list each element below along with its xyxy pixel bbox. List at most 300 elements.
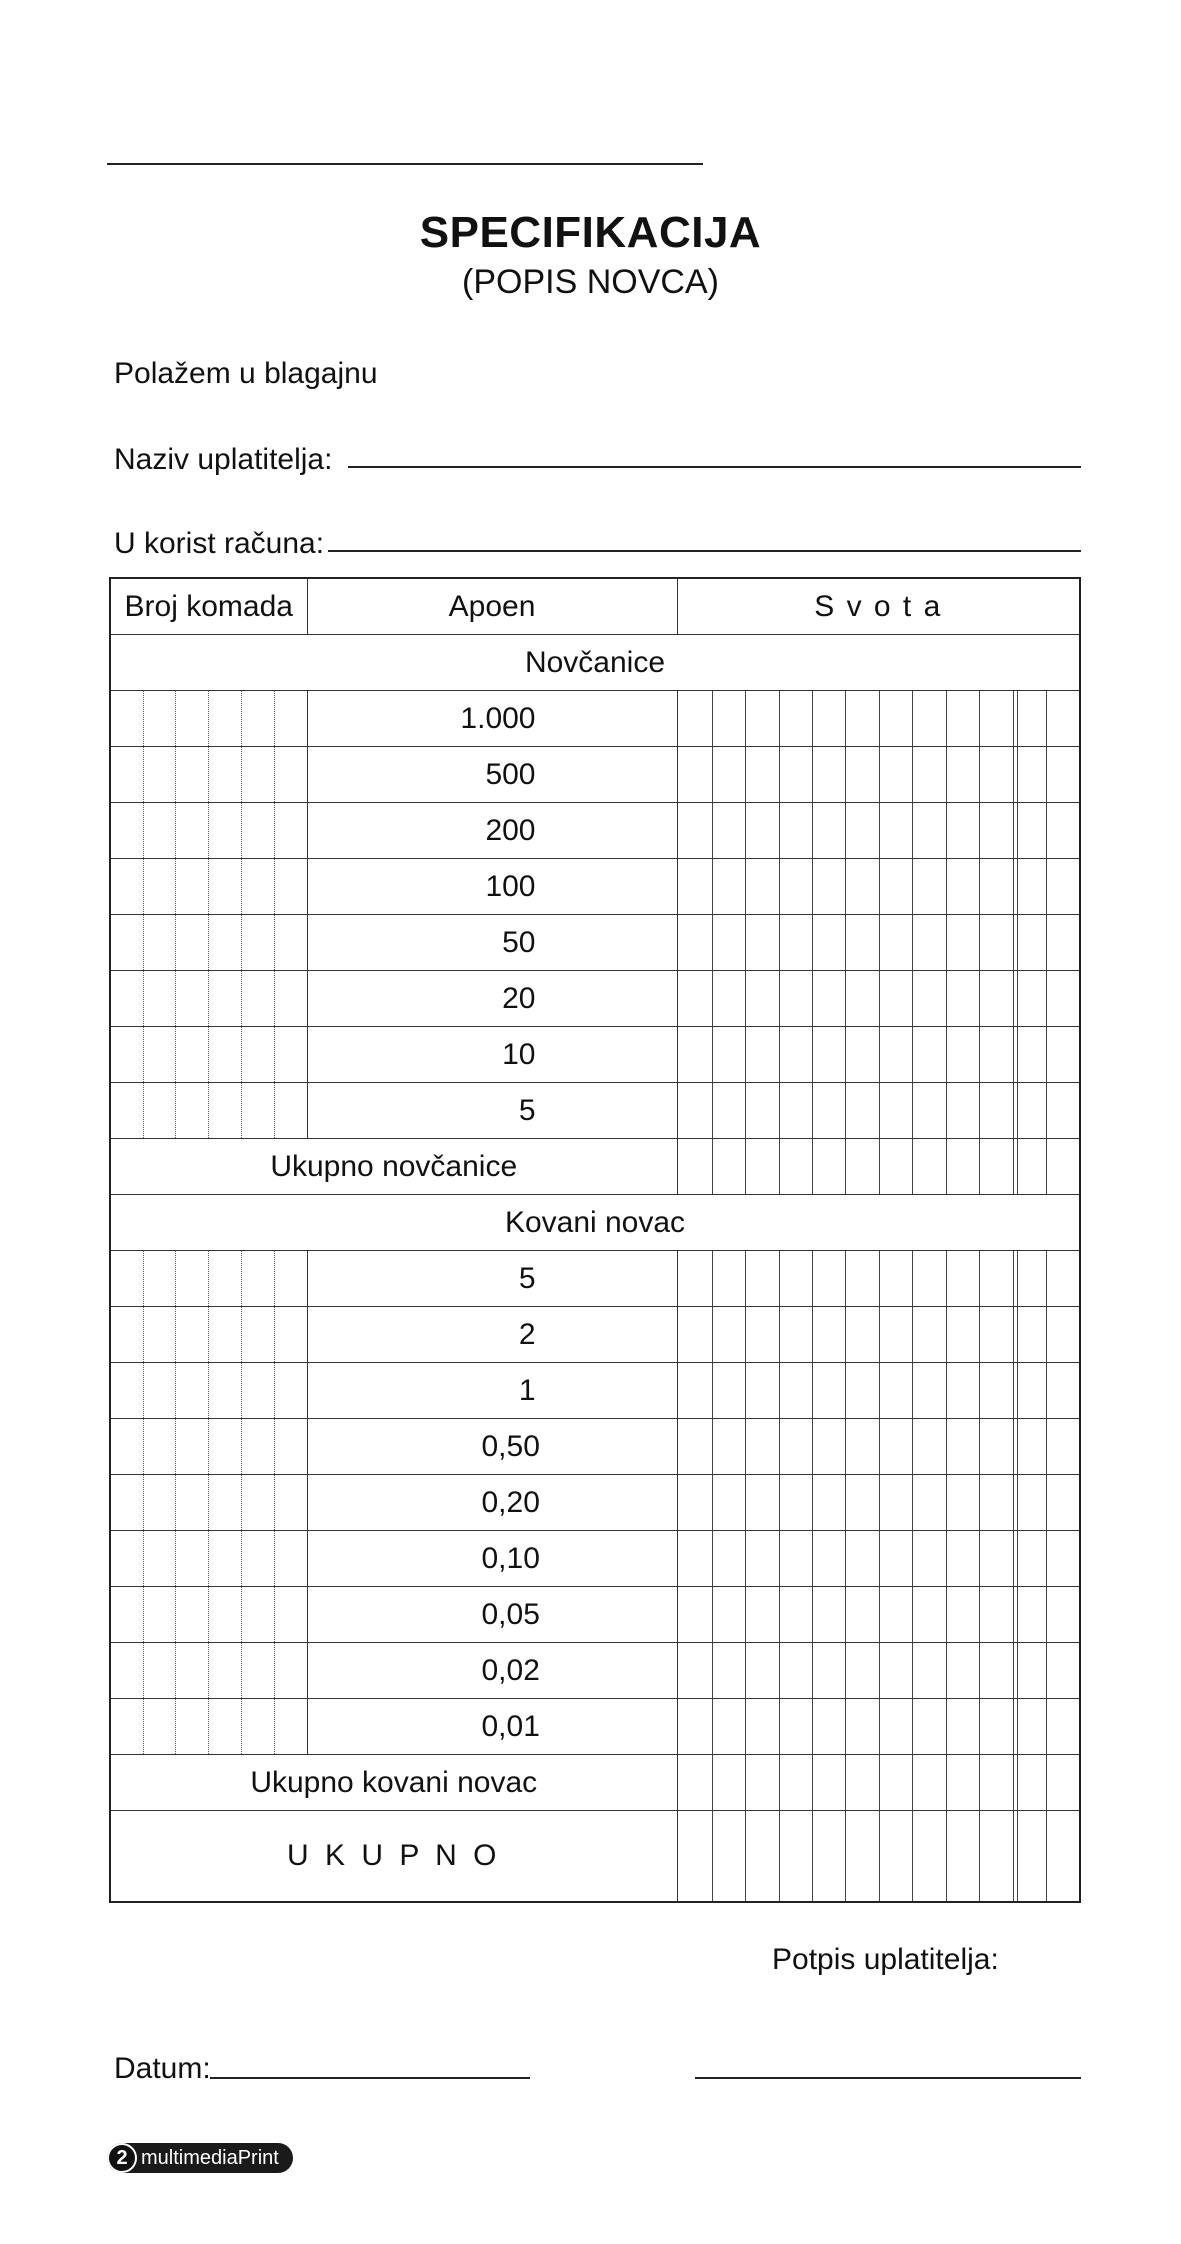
- notes-row: [110, 803, 1080, 859]
- count-digit-guide: [175, 1083, 176, 1138]
- amount-digit-separator: [1046, 1811, 1047, 1901]
- denomination-value: 100: [307, 859, 677, 915]
- count-digit-guide: [208, 1699, 209, 1754]
- deposit-label: Polažem u blagajnu: [114, 357, 378, 390]
- amount-digit-separator: [812, 803, 813, 858]
- count-digit-guide: [241, 915, 242, 970]
- amount-cell[interactable]: [677, 1083, 1080, 1139]
- amount-digit-separator: [946, 1307, 947, 1362]
- amount-digit-separator: [1046, 1083, 1047, 1138]
- amount-digit-separator: [812, 1083, 813, 1138]
- coins-row: [110, 1699, 1080, 1755]
- amount-digit-separator: [879, 1419, 880, 1474]
- amount-digit-separator: [1013, 1755, 1014, 1810]
- count-cell[interactable]: [110, 1251, 307, 1307]
- count-digit-guide: [175, 1251, 176, 1306]
- amount-digit-separator: [946, 859, 947, 914]
- denomination-value: 1: [307, 1363, 677, 1419]
- amount-digit-separator: [979, 1643, 980, 1698]
- count-digit-guide: [143, 1419, 144, 1474]
- amount-digit-separator: [712, 803, 713, 858]
- count-digit-guide: [208, 859, 209, 914]
- count-digit-guide: [274, 1083, 275, 1138]
- amount-digit-separator: [845, 1643, 846, 1698]
- signature-label: Potpis uplatitelja:: [772, 1943, 999, 1976]
- count-cell[interactable]: [110, 1531, 307, 1587]
- amount-digit-separator: [712, 971, 713, 1026]
- coins-total-amount[interactable]: [677, 1755, 1080, 1811]
- amount-digit-separator: [779, 1307, 780, 1362]
- amount-digit-separator: [779, 1643, 780, 1698]
- amount-digit-separator: [812, 1531, 813, 1586]
- amount-digit-separator: [745, 1475, 746, 1530]
- count-digit-guide: [143, 747, 144, 802]
- count-digit-guide: [274, 1587, 275, 1642]
- amount-digit-separator: [712, 1083, 713, 1138]
- notes-row: [110, 691, 1080, 747]
- date-field[interactable]: [210, 2077, 530, 2079]
- amount-digit-separator: [1013, 1419, 1014, 1474]
- amount-digit-separator: [979, 1083, 980, 1138]
- count-cell[interactable]: [110, 1419, 307, 1475]
- decimal-separator: [1017, 1139, 1018, 1194]
- col-header-broj: Broj komada: [110, 578, 307, 635]
- amount-digit-separator: [712, 1475, 713, 1530]
- payer-name-field[interactable]: [348, 466, 1081, 468]
- amount-digit-separator: [712, 1419, 713, 1474]
- amount-digit-separator: [946, 1587, 947, 1642]
- decimal-separator: [1017, 1643, 1018, 1698]
- amount-digit-separator: [845, 1587, 846, 1642]
- count-digit-guide: [241, 1251, 242, 1306]
- amount-digit-separator: [879, 1027, 880, 1082]
- amount-digit-separator: [1013, 1643, 1014, 1698]
- denomination-value: 5: [307, 1251, 677, 1307]
- count-digit-guide: [175, 1419, 176, 1474]
- decimal-separator: [1017, 859, 1018, 914]
- amount-digit-separator: [946, 803, 947, 858]
- denomination-value: 200: [307, 803, 677, 859]
- decimal-separator: [1017, 1475, 1018, 1530]
- count-digit-guide: [208, 1475, 209, 1530]
- amount-digit-separator: [979, 1811, 980, 1901]
- coins-row: [110, 1363, 1080, 1419]
- count-digit-guide: [143, 1587, 144, 1642]
- amount-digit-separator: [946, 1251, 947, 1306]
- amount-digit-separator: [1046, 747, 1047, 802]
- denomination-value: 5: [307, 1083, 677, 1139]
- amount-digit-separator: [845, 1027, 846, 1082]
- amount-digit-separator: [979, 691, 980, 746]
- count-digit-guide: [143, 971, 144, 1026]
- signature-field[interactable]: [695, 2077, 1081, 2079]
- amount-digit-separator: [812, 747, 813, 802]
- count-digit-guide: [274, 1699, 275, 1754]
- amount-digit-separator: [712, 1363, 713, 1418]
- decimal-separator: [1017, 1699, 1018, 1754]
- amount-digit-separator: [1013, 803, 1014, 858]
- amount-digit-separator: [845, 1139, 846, 1194]
- amount-digit-separator: [946, 1643, 947, 1698]
- amount-digit-separator: [779, 1587, 780, 1642]
- count-cell[interactable]: [110, 1307, 307, 1363]
- coins-row: [110, 1475, 1080, 1531]
- decimal-separator: [1017, 1083, 1018, 1138]
- denomination-value: 2: [307, 1307, 677, 1363]
- count-digit-guide: [208, 1531, 209, 1586]
- amount-digit-separator: [812, 691, 813, 746]
- amount-digit-separator: [1013, 1083, 1014, 1138]
- amount-digit-separator: [845, 1083, 846, 1138]
- count-digit-guide: [241, 1531, 242, 1586]
- count-digit-guide: [274, 971, 275, 1026]
- amount-cell[interactable]: [677, 747, 1080, 803]
- col-header-svota: S v o t a: [677, 578, 1080, 635]
- count-digit-guide: [208, 1419, 209, 1474]
- account-field[interactable]: [328, 550, 1081, 552]
- notes-row: [110, 859, 1080, 915]
- amount-digit-separator: [979, 1363, 980, 1418]
- amount-digit-separator: [812, 1307, 813, 1362]
- coins-row: [110, 1587, 1080, 1643]
- amount-digit-separator: [1013, 691, 1014, 746]
- amount-digit-separator: [712, 1811, 713, 1901]
- amount-digit-separator: [779, 1139, 780, 1194]
- decimal-separator: [1017, 803, 1018, 858]
- amount-digit-separator: [812, 859, 813, 914]
- notes-row: [110, 1083, 1080, 1139]
- amount-cell[interactable]: [677, 1699, 1080, 1755]
- brand-logo: [107, 2143, 293, 2173]
- count-digit-guide: [208, 1251, 209, 1306]
- amount-digit-separator: [946, 1755, 947, 1810]
- amount-digit-separator: [779, 1475, 780, 1530]
- count-digit-guide: [241, 971, 242, 1026]
- table-header-row: [110, 578, 1080, 635]
- amount-digit-separator: [946, 747, 947, 802]
- amount-digit-separator: [845, 1419, 846, 1474]
- amount-digit-separator: [1013, 915, 1014, 970]
- count-cell[interactable]: [110, 1699, 307, 1755]
- amount-digit-separator: [845, 1475, 846, 1530]
- count-digit-guide: [274, 803, 275, 858]
- count-digit-guide: [241, 1363, 242, 1418]
- count-digit-guide: [175, 1699, 176, 1754]
- amount-digit-separator: [845, 1531, 846, 1586]
- decimal-separator: [1017, 971, 1018, 1026]
- amount-digit-separator: [979, 747, 980, 802]
- amount-cell[interactable]: [677, 1643, 1080, 1699]
- amount-digit-separator: [1013, 1027, 1014, 1082]
- amount-digit-separator: [946, 1027, 947, 1082]
- decimal-separator: [1017, 1419, 1018, 1474]
- count-digit-guide: [175, 1307, 176, 1362]
- count-digit-guide: [143, 1027, 144, 1082]
- amount-digit-separator: [812, 1755, 813, 1810]
- amount-digit-separator: [845, 747, 846, 802]
- amount-digit-separator: [1046, 971, 1047, 1026]
- amount-digit-separator: [912, 1307, 913, 1362]
- amount-digit-separator: [712, 915, 713, 970]
- amount-digit-separator: [1046, 1755, 1047, 1810]
- amount-digit-separator: [1046, 1139, 1047, 1194]
- amount-digit-separator: [712, 1027, 713, 1082]
- amount-digit-separator: [879, 1811, 880, 1901]
- amount-digit-separator: [1013, 1475, 1014, 1530]
- amount-digit-separator: [912, 1755, 913, 1810]
- amount-digit-separator: [946, 1811, 947, 1901]
- amount-digit-separator: [979, 859, 980, 914]
- count-digit-guide: [143, 1363, 144, 1418]
- decimal-separator: [1017, 691, 1018, 746]
- count-cell[interactable]: [110, 1027, 307, 1083]
- amount-digit-separator: [812, 1363, 813, 1418]
- amount-digit-separator: [1013, 1251, 1014, 1306]
- denomination-value: 20: [307, 971, 677, 1027]
- amount-digit-separator: [979, 1587, 980, 1642]
- amount-digit-separator: [879, 1307, 880, 1362]
- amount-digit-separator: [745, 747, 746, 802]
- count-digit-guide: [143, 803, 144, 858]
- amount-digit-separator: [779, 1755, 780, 1810]
- count-digit-guide: [208, 1587, 209, 1642]
- amount-cell[interactable]: [677, 1307, 1080, 1363]
- decimal-separator: [1017, 1363, 1018, 1418]
- notes-row: [110, 915, 1080, 971]
- decimal-separator: [1017, 1307, 1018, 1362]
- amount-digit-separator: [946, 1083, 947, 1138]
- amount-cell[interactable]: [677, 803, 1080, 859]
- amount-digit-separator: [812, 1811, 813, 1901]
- amount-digit-separator: [779, 747, 780, 802]
- amount-digit-separator: [812, 1475, 813, 1530]
- count-cell[interactable]: [110, 1083, 307, 1139]
- notes-row: [110, 971, 1080, 1027]
- count-digit-guide: [241, 691, 242, 746]
- count-digit-guide: [175, 1531, 176, 1586]
- amount-digit-separator: [1013, 859, 1014, 914]
- amount-digit-separator: [745, 1083, 746, 1138]
- amount-digit-separator: [1046, 915, 1047, 970]
- amount-digit-separator: [1046, 1419, 1047, 1474]
- amount-digit-separator: [979, 1475, 980, 1530]
- amount-digit-separator: [879, 1587, 880, 1642]
- amount-cell[interactable]: [677, 1475, 1080, 1531]
- count-cell[interactable]: [110, 915, 307, 971]
- amount-digit-separator: [745, 859, 746, 914]
- top-rule: [107, 163, 703, 165]
- count-cell[interactable]: [110, 971, 307, 1027]
- count-digit-guide: [143, 859, 144, 914]
- amount-digit-separator: [1046, 859, 1047, 914]
- amount-digit-separator: [812, 1643, 813, 1698]
- amount-digit-separator: [879, 1363, 880, 1418]
- page-subtitle: (POPIS NOVCA): [462, 263, 719, 301]
- amount-digit-separator: [712, 1755, 713, 1810]
- amount-cell[interactable]: [677, 691, 1080, 747]
- amount-cell[interactable]: [677, 1363, 1080, 1419]
- denomination-value: 0,10: [307, 1531, 677, 1587]
- account-label: U korist računa:: [114, 527, 325, 560]
- amount-digit-separator: [779, 1083, 780, 1138]
- coins-row: [110, 1531, 1080, 1587]
- coins-row: [110, 1419, 1080, 1475]
- amount-digit-separator: [779, 1419, 780, 1474]
- count-cell[interactable]: [110, 803, 307, 859]
- amount-digit-separator: [779, 1027, 780, 1082]
- amount-cell[interactable]: [677, 1587, 1080, 1643]
- amount-cell[interactable]: [677, 1251, 1080, 1307]
- count-digit-guide: [208, 691, 209, 746]
- amount-digit-separator: [845, 971, 846, 1026]
- amount-digit-separator: [845, 1363, 846, 1418]
- count-digit-guide: [274, 1531, 275, 1586]
- amount-digit-separator: [745, 1363, 746, 1418]
- amount-digit-separator: [879, 1531, 880, 1586]
- count-digit-guide: [208, 1027, 209, 1082]
- denomination-value: 10: [307, 1027, 677, 1083]
- amount-digit-separator: [879, 1699, 880, 1754]
- amount-digit-separator: [745, 1419, 746, 1474]
- amount-digit-separator: [845, 803, 846, 858]
- notes-total-amount[interactable]: [677, 1139, 1080, 1195]
- amount-digit-separator: [879, 859, 880, 914]
- denomination-value: 500: [307, 747, 677, 803]
- amount-digit-separator: [745, 803, 746, 858]
- amount-digit-separator: [712, 1307, 713, 1362]
- amount-cell[interactable]: [677, 971, 1080, 1027]
- count-digit-guide: [143, 1643, 144, 1698]
- amount-digit-separator: [979, 971, 980, 1026]
- amount-digit-separator: [745, 1531, 746, 1586]
- count-cell[interactable]: [110, 859, 307, 915]
- amount-cell[interactable]: [677, 1419, 1080, 1475]
- amount-digit-separator: [946, 971, 947, 1026]
- amount-digit-separator: [946, 1363, 947, 1418]
- count-digit-guide: [241, 1083, 242, 1138]
- amount-digit-separator: [946, 691, 947, 746]
- amount-digit-separator: [912, 1643, 913, 1698]
- coins-total-row: [110, 1755, 1080, 1811]
- count-digit-guide: [241, 1587, 242, 1642]
- count-digit-guide: [274, 691, 275, 746]
- amount-digit-separator: [912, 1475, 913, 1530]
- coins-row: [110, 1643, 1080, 1699]
- amount-digit-separator: [879, 691, 880, 746]
- amount-digit-separator: [845, 1811, 846, 1901]
- amount-digit-separator: [1046, 1307, 1047, 1362]
- amount-digit-separator: [1013, 1363, 1014, 1418]
- amount-digit-separator: [979, 1139, 980, 1194]
- amount-digit-separator: [912, 1531, 913, 1586]
- count-digit-guide: [208, 971, 209, 1026]
- amount-digit-separator: [1013, 1531, 1014, 1586]
- count-digit-guide: [175, 915, 176, 970]
- amount-digit-separator: [1013, 1307, 1014, 1362]
- count-digit-guide: [143, 1251, 144, 1306]
- count-cell[interactable]: [110, 747, 307, 803]
- amount-digit-separator: [1013, 1811, 1014, 1901]
- count-digit-guide: [175, 1027, 176, 1082]
- amount-cell[interactable]: [677, 915, 1080, 971]
- section-row-coins: [110, 1195, 1080, 1251]
- count-digit-guide: [241, 747, 242, 802]
- cash-specification-table: [109, 577, 1081, 1903]
- notes-row: [110, 747, 1080, 803]
- amount-digit-separator: [745, 971, 746, 1026]
- count-cell[interactable]: [110, 1363, 307, 1419]
- decimal-separator: [1017, 747, 1018, 802]
- count-digit-guide: [143, 915, 144, 970]
- amount-digit-separator: [812, 1027, 813, 1082]
- amount-digit-separator: [745, 1643, 746, 1698]
- count-digit-guide: [208, 1643, 209, 1698]
- amount-digit-separator: [912, 1587, 913, 1642]
- col-header-apoen: Apoen: [307, 578, 677, 635]
- amount-digit-separator: [946, 1475, 947, 1530]
- amount-digit-separator: [1013, 971, 1014, 1026]
- amount-digit-separator: [745, 1811, 746, 1901]
- amount-digit-separator: [779, 691, 780, 746]
- amount-digit-separator: [712, 1531, 713, 1586]
- amount-digit-separator: [879, 803, 880, 858]
- amount-digit-separator: [979, 1307, 980, 1362]
- amount-digit-separator: [979, 1531, 980, 1586]
- denomination-value: 0,02: [307, 1643, 677, 1699]
- grand-total-amount[interactable]: [677, 1811, 1080, 1903]
- coins-row: [110, 1251, 1080, 1307]
- count-digit-guide: [241, 1699, 242, 1754]
- amount-digit-separator: [745, 1755, 746, 1810]
- amount-cell[interactable]: [677, 1027, 1080, 1083]
- count-cell[interactable]: [110, 1475, 307, 1531]
- amount-digit-separator: [1046, 1027, 1047, 1082]
- coins-total-label: Ukupno kovani novac: [110, 1755, 677, 1811]
- amount-digit-separator: [912, 803, 913, 858]
- count-digit-guide: [208, 803, 209, 858]
- amount-digit-separator: [879, 1251, 880, 1306]
- amount-digit-separator: [912, 1083, 913, 1138]
- count-cell[interactable]: [110, 1643, 307, 1699]
- amount-cell[interactable]: [677, 859, 1080, 915]
- count-digit-guide: [143, 691, 144, 746]
- amount-digit-separator: [912, 1419, 913, 1474]
- amount-digit-separator: [812, 1251, 813, 1306]
- count-digit-guide: [208, 1363, 209, 1418]
- amount-cell[interactable]: [677, 1531, 1080, 1587]
- amount-digit-separator: [812, 1587, 813, 1642]
- count-digit-guide: [274, 1363, 275, 1418]
- amount-digit-separator: [779, 1251, 780, 1306]
- amount-digit-separator: [779, 859, 780, 914]
- count-digit-guide: [143, 1699, 144, 1754]
- decimal-separator: [1017, 1027, 1018, 1082]
- notes-total-label: Ukupno novčanice: [110, 1139, 677, 1195]
- amount-digit-separator: [946, 1419, 947, 1474]
- amount-digit-separator: [879, 915, 880, 970]
- count-digit-guide: [274, 915, 275, 970]
- amount-digit-separator: [812, 1139, 813, 1194]
- count-cell[interactable]: [110, 691, 307, 747]
- count-cell[interactable]: [110, 1587, 307, 1643]
- decimal-separator: [1017, 1587, 1018, 1642]
- amount-digit-separator: [979, 1419, 980, 1474]
- count-digit-guide: [241, 1475, 242, 1530]
- amount-digit-separator: [879, 1755, 880, 1810]
- count-digit-guide: [143, 1083, 144, 1138]
- grand-total-row: [110, 1811, 1080, 1903]
- amount-digit-separator: [912, 971, 913, 1026]
